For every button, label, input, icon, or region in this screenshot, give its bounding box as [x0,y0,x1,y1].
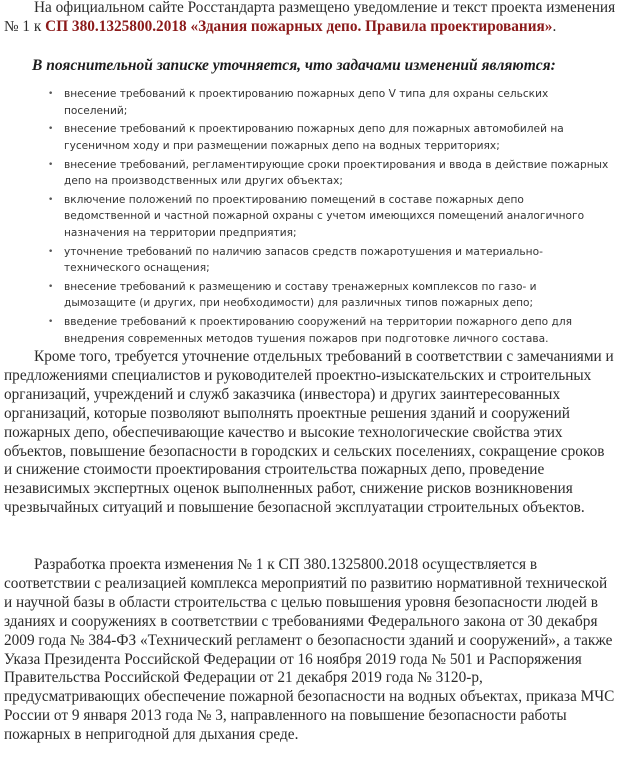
bullet-icon: • [48,124,54,135]
tasks-list [0,86,620,350]
additional-requirements-paragraph: Кроме того, требуется уточнение отдельных требований в соответствии с замечаниями и предложениями специалистов и руководителей проектно-изыскательских и строительных организаций, учреждений и служб заказчика (инвестора) и других заинтересованных организаций, которые позволяют выполнять проектные решения зданий и сооружений пожарных депо, обеспечивающие качество и высокие технологические свойства этих объектов, повышение безопасности в городских и сельских поселениях, сокращение сроков и снижение стоимости проектирования строительства пожарных депо, проведение независимых экспертных оценок выполненных работ, снижение рисков возникновения чрезвычайных ситуаций и повышение безопасной эксплуатации строительных объектов. [4,348,614,517]
lead-heading: В пояснительной записке уточняется, что задачами изменений являются: [32,57,556,74]
list-item: • включение положений по проектированию помещений в составе пожарных депо ведомственной и частной пожарной охраны с учетом имеющихся помещений аналогичного назначения на территории предприятия; [48,193,585,239]
list-item: • введение требований к проектированию сооружений на территории пожарного депо для внедрения современных методов тушения пожаров при подготовке личного состава. [48,316,572,345]
list-item: • уточнение требований по наличию запасов средств пожаротушения и материально-технического оснащения; [48,245,543,275]
list-item: • внесение требований к проектированию пожарных депо V типа для охраны сельских поселений; [48,88,549,117]
bullet-icon: • [48,317,54,328]
bullet-icon: • [48,281,54,292]
list-item: • внесение требований к проектированию пожарных депо для пожарных автомобилей на гусеничном ходу и при размещении пожарных депо на водных территориях; [48,123,564,152]
intro-paragraph [0,0,624,36]
intro-text: На официальном сайте Росстандарта размещено уведомление и текст проекта изменения № 1 к [4,0,616,35]
intro-period: . [552,18,557,35]
bullet-icon: • [48,246,54,257]
bullet-icon: • [48,159,54,170]
list-item: • внесение требований, регламентирующие сроки проектирования и ввода в действие пожарных депо на производственных или других объектах; [48,158,609,188]
list-item: • внесение требований к размещению и составу тренажерных комплексов по газо- и дымозащите (и других, при необходимости) для различных типов пожарных депо; [48,280,537,310]
sp-380-link[interactable]: СП 380.1325800.2018 «Здания пожарных депо. Правила проектирования» [45,18,553,35]
development-paragraph: Разработка проекта изменения № 1 к СП 380.1325800.2018 осуществляется в соответствии с реализацией комплекса мероприятий по развитию нормативной технической и научной базы в области строительства с целью повышения уровня безопасности людей в зданиях и сооружениях в соответствии с требованиями Федерального закона от 30 декабря 2009 года № 384-ФЗ «Технический регламент о безопасности зданий и сооружений», а также Указа Президента Российской Федерации от 16 ноября 2019 года № 501 и Распоряжения Правительства Российской Федерации от 21 декабря 2019 года № 3120-р, предусматривающих обеспечение пожарной безопасности на водных объектах, приказа МЧС России от 9 января 2013 года № 3, направленного на повышение безопасности работы пожарных в непригодной для дыхания среде. [4,556,615,744]
bullet-icon: • [48,194,54,205]
bullet-icon: • [48,89,54,99]
